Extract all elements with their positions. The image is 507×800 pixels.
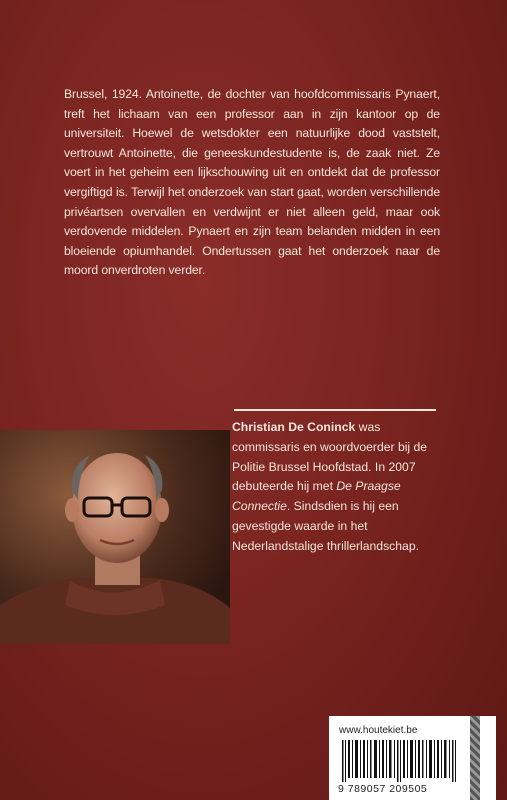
barcode-edge-stripe	[470, 716, 480, 800]
bio-text-1: was commissaris en woordvoerder bij de Politie Brussel Hoofdstad. In 2007 debuteerde hij met	[232, 420, 428, 494]
debut-title: De Praagse Connectie	[232, 479, 401, 514]
publisher-url: www.houtekiet.be	[339, 725, 418, 736]
bio-text-2: . Sindsdien is hij een gevestigde waarde in het Nederlandstalige thrillerlandschap.	[232, 499, 419, 553]
divider-rule	[234, 409, 436, 411]
barcode-bars	[342, 740, 460, 782]
author-bio	[232, 418, 444, 557]
author-photo	[0, 430, 230, 644]
back-cover-blurb: Brussel, 1924. Antoinette, de dochter van hoofdcommissaris Pynaert, treft het lichaam van een professor aan in zijn kantoor op de universiteit. Hoewel de wetsdokter een natuurlijke dood vaststelt, vertrouwt Antoinette, die geneeskundestudente is, de zaak niet. Ze voert in het geheim een lijkschouwing uit en ontdekt dat de professor vergiftigd is. Terwijl het onderzoek van start gaat, worden verschillende privéartsen overvallen en verdwijnt er niet alleen geld, maar ook verdovende middelen. Pynaert en zijn team belanden midden in een bloeiende opiumhandel. Ondertussen gaat het onderzoek naar de moord onverdroten verder.	[64, 87, 440, 278]
author-name: Christian De Coninck	[232, 420, 356, 434]
isbn-number: 9 789057 209505	[338, 783, 428, 795]
